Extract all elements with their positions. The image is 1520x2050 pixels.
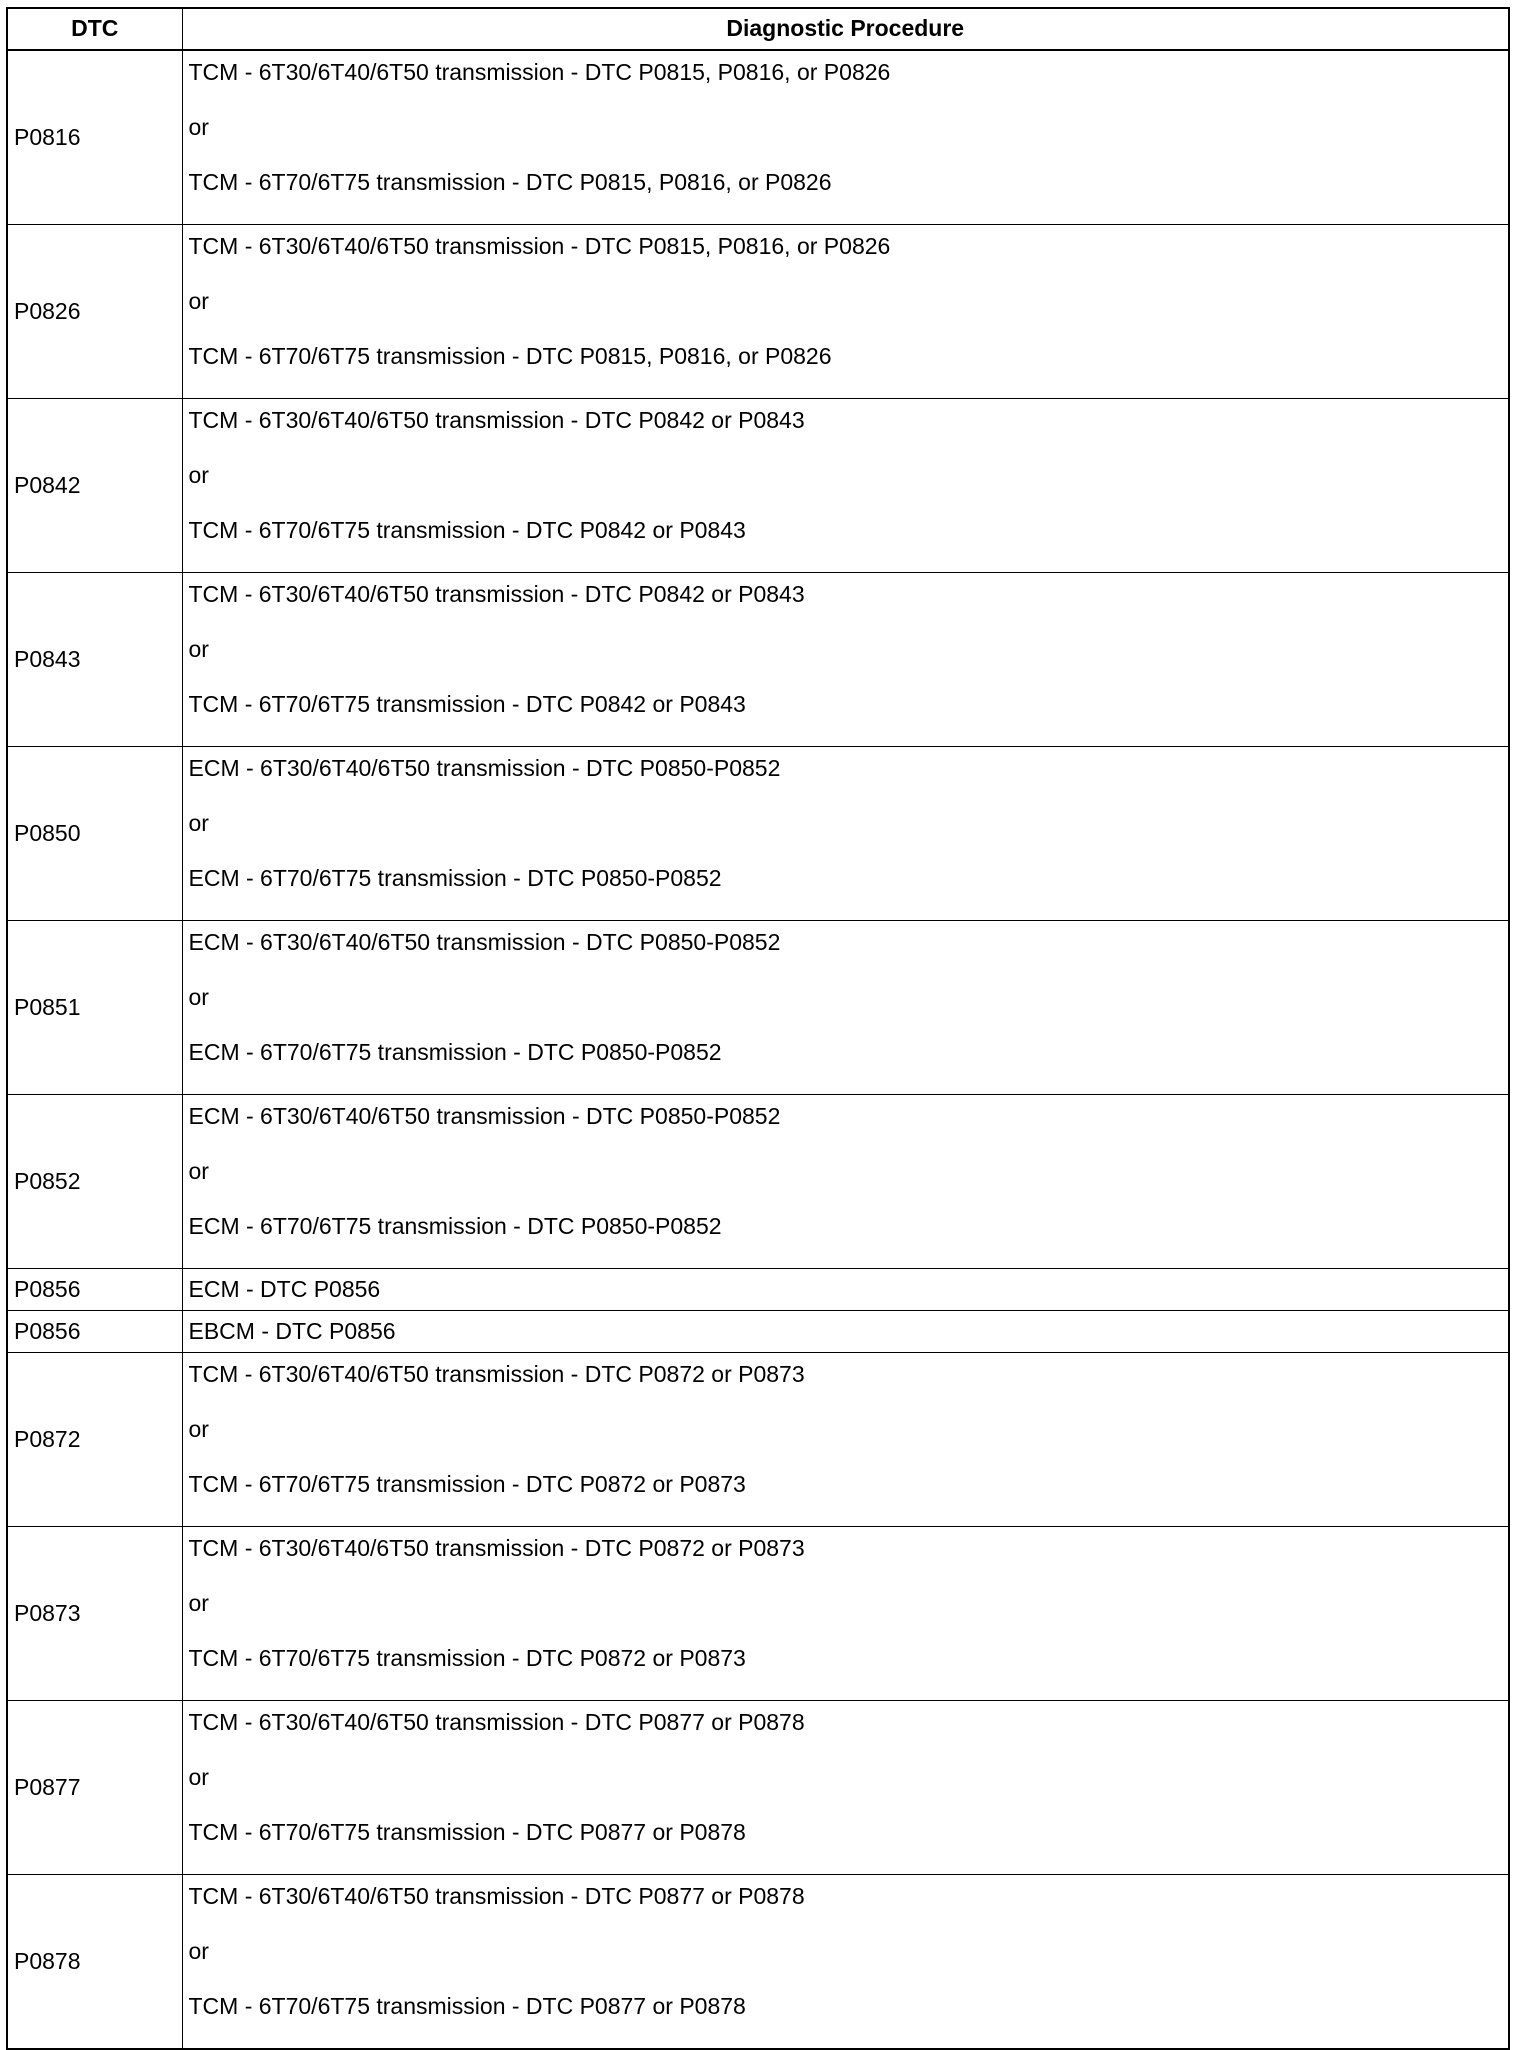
procedure-line: or bbox=[188, 462, 209, 488]
dtc-code: P0873 bbox=[7, 1527, 182, 1701]
header-dtc: DTC bbox=[7, 8, 182, 50]
dtc-code: P0850 bbox=[7, 747, 182, 921]
table-row bbox=[7, 1701, 1509, 1875]
procedure-line: or bbox=[188, 984, 209, 1010]
procedure-line: TCM - 6T70/6T75 transmission - DTC P0815, P0816, or P0826 bbox=[188, 169, 832, 195]
table-body bbox=[7, 50, 1509, 2049]
table-row bbox=[7, 1269, 1509, 1311]
diagnostic-procedure bbox=[182, 1527, 1509, 1701]
diagnostic-procedure bbox=[182, 1095, 1509, 1269]
procedure-line: TCM - 6T30/6T40/6T50 transmission - DTC P0815, P0816, or P0826 bbox=[188, 233, 891, 259]
diagnostic-procedure bbox=[182, 1269, 1509, 1311]
dtc-code: P0878 bbox=[7, 1875, 182, 2050]
procedure-line: ECM - 6T70/6T75 transmission - DTC P0850-P0852 bbox=[188, 865, 722, 891]
procedure-line: TCM - 6T30/6T40/6T50 transmission - DTC P0872 or P0873 bbox=[188, 1361, 805, 1387]
diagnostic-procedure bbox=[182, 399, 1509, 573]
diagnostic-procedure bbox=[182, 225, 1509, 399]
procedure-line: TCM - 6T30/6T40/6T50 transmission - DTC P0877 or P0878 bbox=[188, 1709, 805, 1735]
procedure-line: EBCM - DTC P0856 bbox=[188, 1317, 396, 1344]
procedure-line: TCM - 6T70/6T75 transmission - DTC P0877 or P0878 bbox=[188, 1993, 746, 2019]
procedure-line: TCM - 6T70/6T75 transmission - DTC P0872 or P0873 bbox=[188, 1645, 746, 1671]
procedure-line: TCM - 6T30/6T40/6T50 transmission - DTC P0815, P0816, or P0826 bbox=[188, 59, 891, 85]
procedure-line: TCM - 6T30/6T40/6T50 transmission - DTC P0872 or P0873 bbox=[188, 1535, 805, 1561]
procedure-line: or bbox=[188, 1938, 209, 1964]
diagnostic-procedure bbox=[182, 921, 1509, 1095]
dtc-code: P0851 bbox=[7, 921, 182, 1095]
procedure-line: TCM - 6T30/6T40/6T50 transmission - DTC P0877 or P0878 bbox=[188, 1883, 805, 1909]
diagnostic-procedure bbox=[182, 1875, 1509, 2050]
procedure-line: or bbox=[188, 1416, 209, 1442]
procedure-line: TCM - 6T30/6T40/6T50 transmission - DTC P0842 or P0843 bbox=[188, 407, 805, 433]
dtc-code: P0843 bbox=[7, 573, 182, 747]
table-row bbox=[7, 921, 1509, 1095]
table-row bbox=[7, 399, 1509, 573]
dtc-code: P0826 bbox=[7, 225, 182, 399]
table-row bbox=[7, 573, 1509, 747]
dtc-code: P0842 bbox=[7, 399, 182, 573]
dtc-table bbox=[6, 7, 1510, 2050]
procedure-line: TCM - 6T70/6T75 transmission - DTC P0842 or P0843 bbox=[188, 691, 746, 717]
procedure-line: or bbox=[188, 1590, 209, 1616]
dtc-code: P0856 bbox=[7, 1269, 182, 1311]
dtc-code: P0816 bbox=[7, 50, 182, 225]
procedure-line: or bbox=[188, 1764, 209, 1790]
procedure-line: or bbox=[188, 288, 209, 314]
dtc-code: P0877 bbox=[7, 1701, 182, 1875]
table-row bbox=[7, 1095, 1509, 1269]
table-row bbox=[7, 1311, 1509, 1353]
header-row bbox=[7, 8, 1509, 50]
procedure-line: ECM - 6T30/6T40/6T50 transmission - DTC P0850-P0852 bbox=[188, 929, 781, 955]
dtc-code: P0872 bbox=[7, 1353, 182, 1527]
diagnostic-procedure bbox=[182, 1311, 1509, 1353]
procedure-line: or bbox=[188, 636, 209, 662]
table-row bbox=[7, 1875, 1509, 2050]
table-row bbox=[7, 1353, 1509, 1527]
table-row bbox=[7, 747, 1509, 921]
diagnostic-procedure bbox=[182, 50, 1509, 225]
diagnostic-procedure bbox=[182, 1701, 1509, 1875]
dtc-code: P0852 bbox=[7, 1095, 182, 1269]
diagnostic-procedure bbox=[182, 573, 1509, 747]
diagnostic-procedure bbox=[182, 1353, 1509, 1527]
procedure-line: ECM - DTC P0856 bbox=[188, 1275, 381, 1302]
table-row bbox=[7, 50, 1509, 225]
table-row bbox=[7, 225, 1509, 399]
procedure-line: TCM - 6T70/6T75 transmission - DTC P0877 or P0878 bbox=[188, 1819, 746, 1845]
dtc-code: P0856 bbox=[7, 1311, 182, 1353]
table-row bbox=[7, 1527, 1509, 1701]
procedure-line: or bbox=[188, 1158, 209, 1184]
procedure-line: TCM - 6T70/6T75 transmission - DTC P0815, P0816, or P0826 bbox=[188, 343, 832, 369]
procedure-line: ECM - 6T70/6T75 transmission - DTC P0850-P0852 bbox=[188, 1213, 722, 1239]
procedure-line: ECM - 6T30/6T40/6T50 transmission - DTC P0850-P0852 bbox=[188, 755, 781, 781]
procedure-line: ECM - 6T70/6T75 transmission - DTC P0850-P0852 bbox=[188, 1039, 722, 1065]
procedure-line: TCM - 6T70/6T75 transmission - DTC P0842 or P0843 bbox=[188, 517, 746, 543]
header-diagnostic-procedure: Diagnostic Procedure bbox=[182, 8, 1509, 50]
diagnostic-procedure bbox=[182, 747, 1509, 921]
procedure-line: TCM - 6T30/6T40/6T50 transmission - DTC P0842 or P0843 bbox=[188, 581, 805, 607]
procedure-line: or bbox=[188, 810, 209, 836]
procedure-line: or bbox=[188, 114, 209, 140]
procedure-line: ECM - 6T30/6T40/6T50 transmission - DTC P0850-P0852 bbox=[188, 1103, 781, 1129]
procedure-line: TCM - 6T70/6T75 transmission - DTC P0872 or P0873 bbox=[188, 1471, 746, 1497]
